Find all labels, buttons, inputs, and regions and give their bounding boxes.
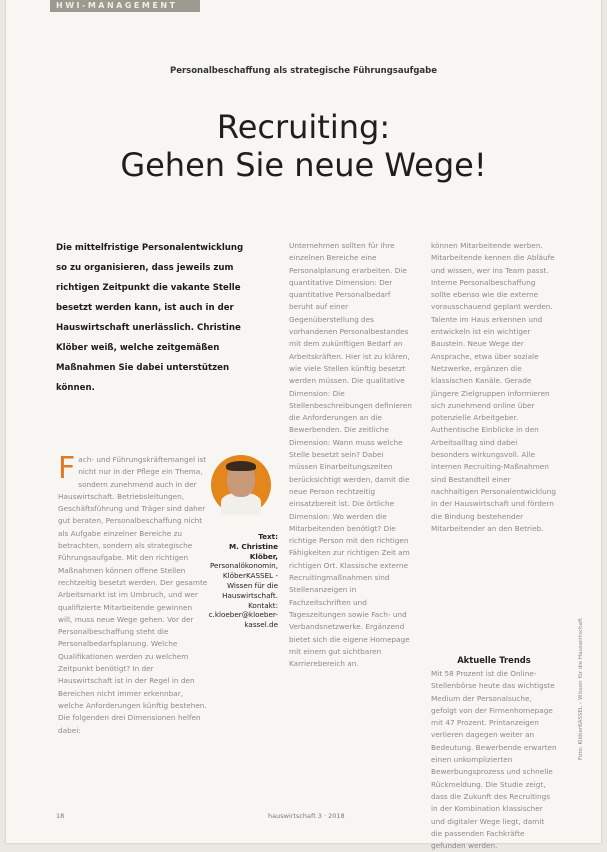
column-3b-body: Mit 58 Prozent ist die Online-Stellenbörse heute das wichtigste Medium der Personalsuche, gefolgt von der Firmenhomepage mit 47 Prozent. Printanzeigen verlieren dagegen weiter an Bedeutung. Bewerbende erwarten einen unkomplizierten Bewerbungsprozess und schnelle Rückmeldung. Die Studie zeigt, dass die Zukunft des Recruitings in der Kombination klassischer und digitaler Wege liegt, damit die passenden Fachkräfte gefunden werden. bbox=[431, 669, 557, 851]
magazine-issue: hauswirtschaft 3 · 2018 bbox=[268, 812, 345, 820]
column-3-body: können Mitarbeitende werben. Mitarbeitende kennen die Abläufe und wissen, wer ins Team passt. Interne Personalbeschaffung sollte ebenso wie die externe vorausschauend geplant werden. Talente im Haus erkennen und entwickeln ist ein wichtiger Baustein. Neue Wege der Ansprache, etwa über soziale Netzwerke, ergänzen die klassischen Kanäle. Gerade jüngere Zielgruppen informieren sich zunehmend online über potenzielle Arbeitgeber. Authentische Einblicke in den Arbeitsalltag sind dabei besonders wirkungsvoll. Alle internen Recruiting-Maßnahmen sind Bestandteil einer nachhaltigen Personalentwicklung in der Hauswirtschaft und fördern die Bindung bestehender Mitarbeitender an den Betrieb. bbox=[431, 241, 556, 533]
author-name: M. Christine Klöber, bbox=[229, 541, 278, 561]
portrait-hair bbox=[226, 461, 256, 471]
page-footer bbox=[6, 812, 601, 826]
drop-cap: F bbox=[58, 451, 76, 486]
body-column-2 bbox=[289, 240, 414, 815]
lead-paragraph: Die mittelfristige Personalentwicklung so zu organisieren, dass jeweils zum richtigen Zeitpunkt die vakante Stelle besetzt werden kann, ist auch in der Hauswirtschaft unerlässlich. Christine Klöber weiß, welche zeitgemäßen Maßnahmen Sie dabei unterstützen können. bbox=[56, 243, 244, 393]
section-label: HWI-MANAGEMENT bbox=[56, 1, 178, 10]
author-label: Text: bbox=[258, 532, 278, 541]
author-role: Personalökonomin, KlöberKASSEL - Wissen für die Hauswirtschaft. bbox=[209, 561, 278, 600]
headline-line-2: Gehen Sie neue Wege! bbox=[120, 146, 487, 184]
column-1-body: ach- und Führungskräftemangel ist nicht nur in der Pflege ein Thema, sondern zunehmend auch in der Hauswirtschaft. Betriebsleitungen, Geschäftsführung und Träger sind daher gut beraten, Personalbeschaffung nicht als Aufgabe einzelner Bereiche zu betrachten, sondern als strategische Führungsaufgabe. Mit den richtigen Maßnahmen können offene Stellen rechtzeitig besetzt werden. Der gesamte Arbeitsmarkt ist im Umbruch, und wer qualifizierte Mitarbeitende gewinnen will, muss neue Wege gehen. Vor der Personalbeschaffung steht die Personalbedarfsplanung. Welche Qualifikationen werden zu welchem Zeitpunkt benötigt? In der Hauswirtschaft ist in der Regel in den Bereichen nicht immer erkennbar, welche Anforderungen künftig bestehen. Die folgenden drei Dimensionen helfen dabei: bbox=[58, 455, 208, 735]
headline-line-1: Recruiting: bbox=[216, 108, 391, 146]
body-column-3-continued bbox=[431, 668, 557, 851]
page-number: 18 bbox=[56, 812, 65, 820]
author-contact: Kontakt: c.kloeber@kloeber-kassel.de bbox=[208, 600, 278, 630]
author-caption bbox=[206, 532, 278, 630]
headline bbox=[6, 108, 601, 184]
author-portrait bbox=[211, 455, 271, 515]
section-bar bbox=[50, 0, 200, 12]
subheading: Aktuelle Trends bbox=[457, 655, 531, 665]
magazine-page bbox=[6, 0, 601, 851]
body-column-1 bbox=[58, 451, 208, 814]
kicker: Personalbeschaffung als strategische Führungsaufgabe bbox=[169, 66, 438, 76]
column-1-text bbox=[58, 451, 208, 737]
column-2-body: Unternehmen sollten für ihre einzelnen Bereiche eine Personalplanung erarbeiten. Die quantitative Dimension: Der quantitative Personalbedarf beruht auf einer Gegenüberstellung des vorhandenen Personalbestandes mit dem zukünftigen Bedarf an Arbeitskräften. Hier ist zu klären, wie viele Stellen künftig besetzt werden müssen. Die qualitative Dimension: Die Stellenbeschreibungen definieren die Anforderungen an die Bewerbenden. Die zeitliche Dimension: Wann muss welche Stelle besetzt sein? Dabei müssen Einarbeitungszeiten berücksichtigt werden, damit die neue Person rechtzeitig einsatzbereit ist. Die örtliche Dimension: Wo werden die Mitarbeitenden benötigt? Die richtige Person mit den richtigen Fähigkeiten zur richtigen Zeit am richtigen Ort. Klassische externe Recruitingmaßnahmen sind Stellenanzeigen in Fachzeitschriften und Tageszeitungen sowie Fach- und Verbandsnetzwerke. Ergänzend bietet sich die eigene Homepage mit einem gut sichtbaren Karrierebereich an. bbox=[289, 241, 412, 669]
photo-credit: Foto: KlöberKASSEL – Wissen für die Hauswirtschaft bbox=[578, 618, 584, 760]
body-column-3 bbox=[431, 240, 557, 650]
